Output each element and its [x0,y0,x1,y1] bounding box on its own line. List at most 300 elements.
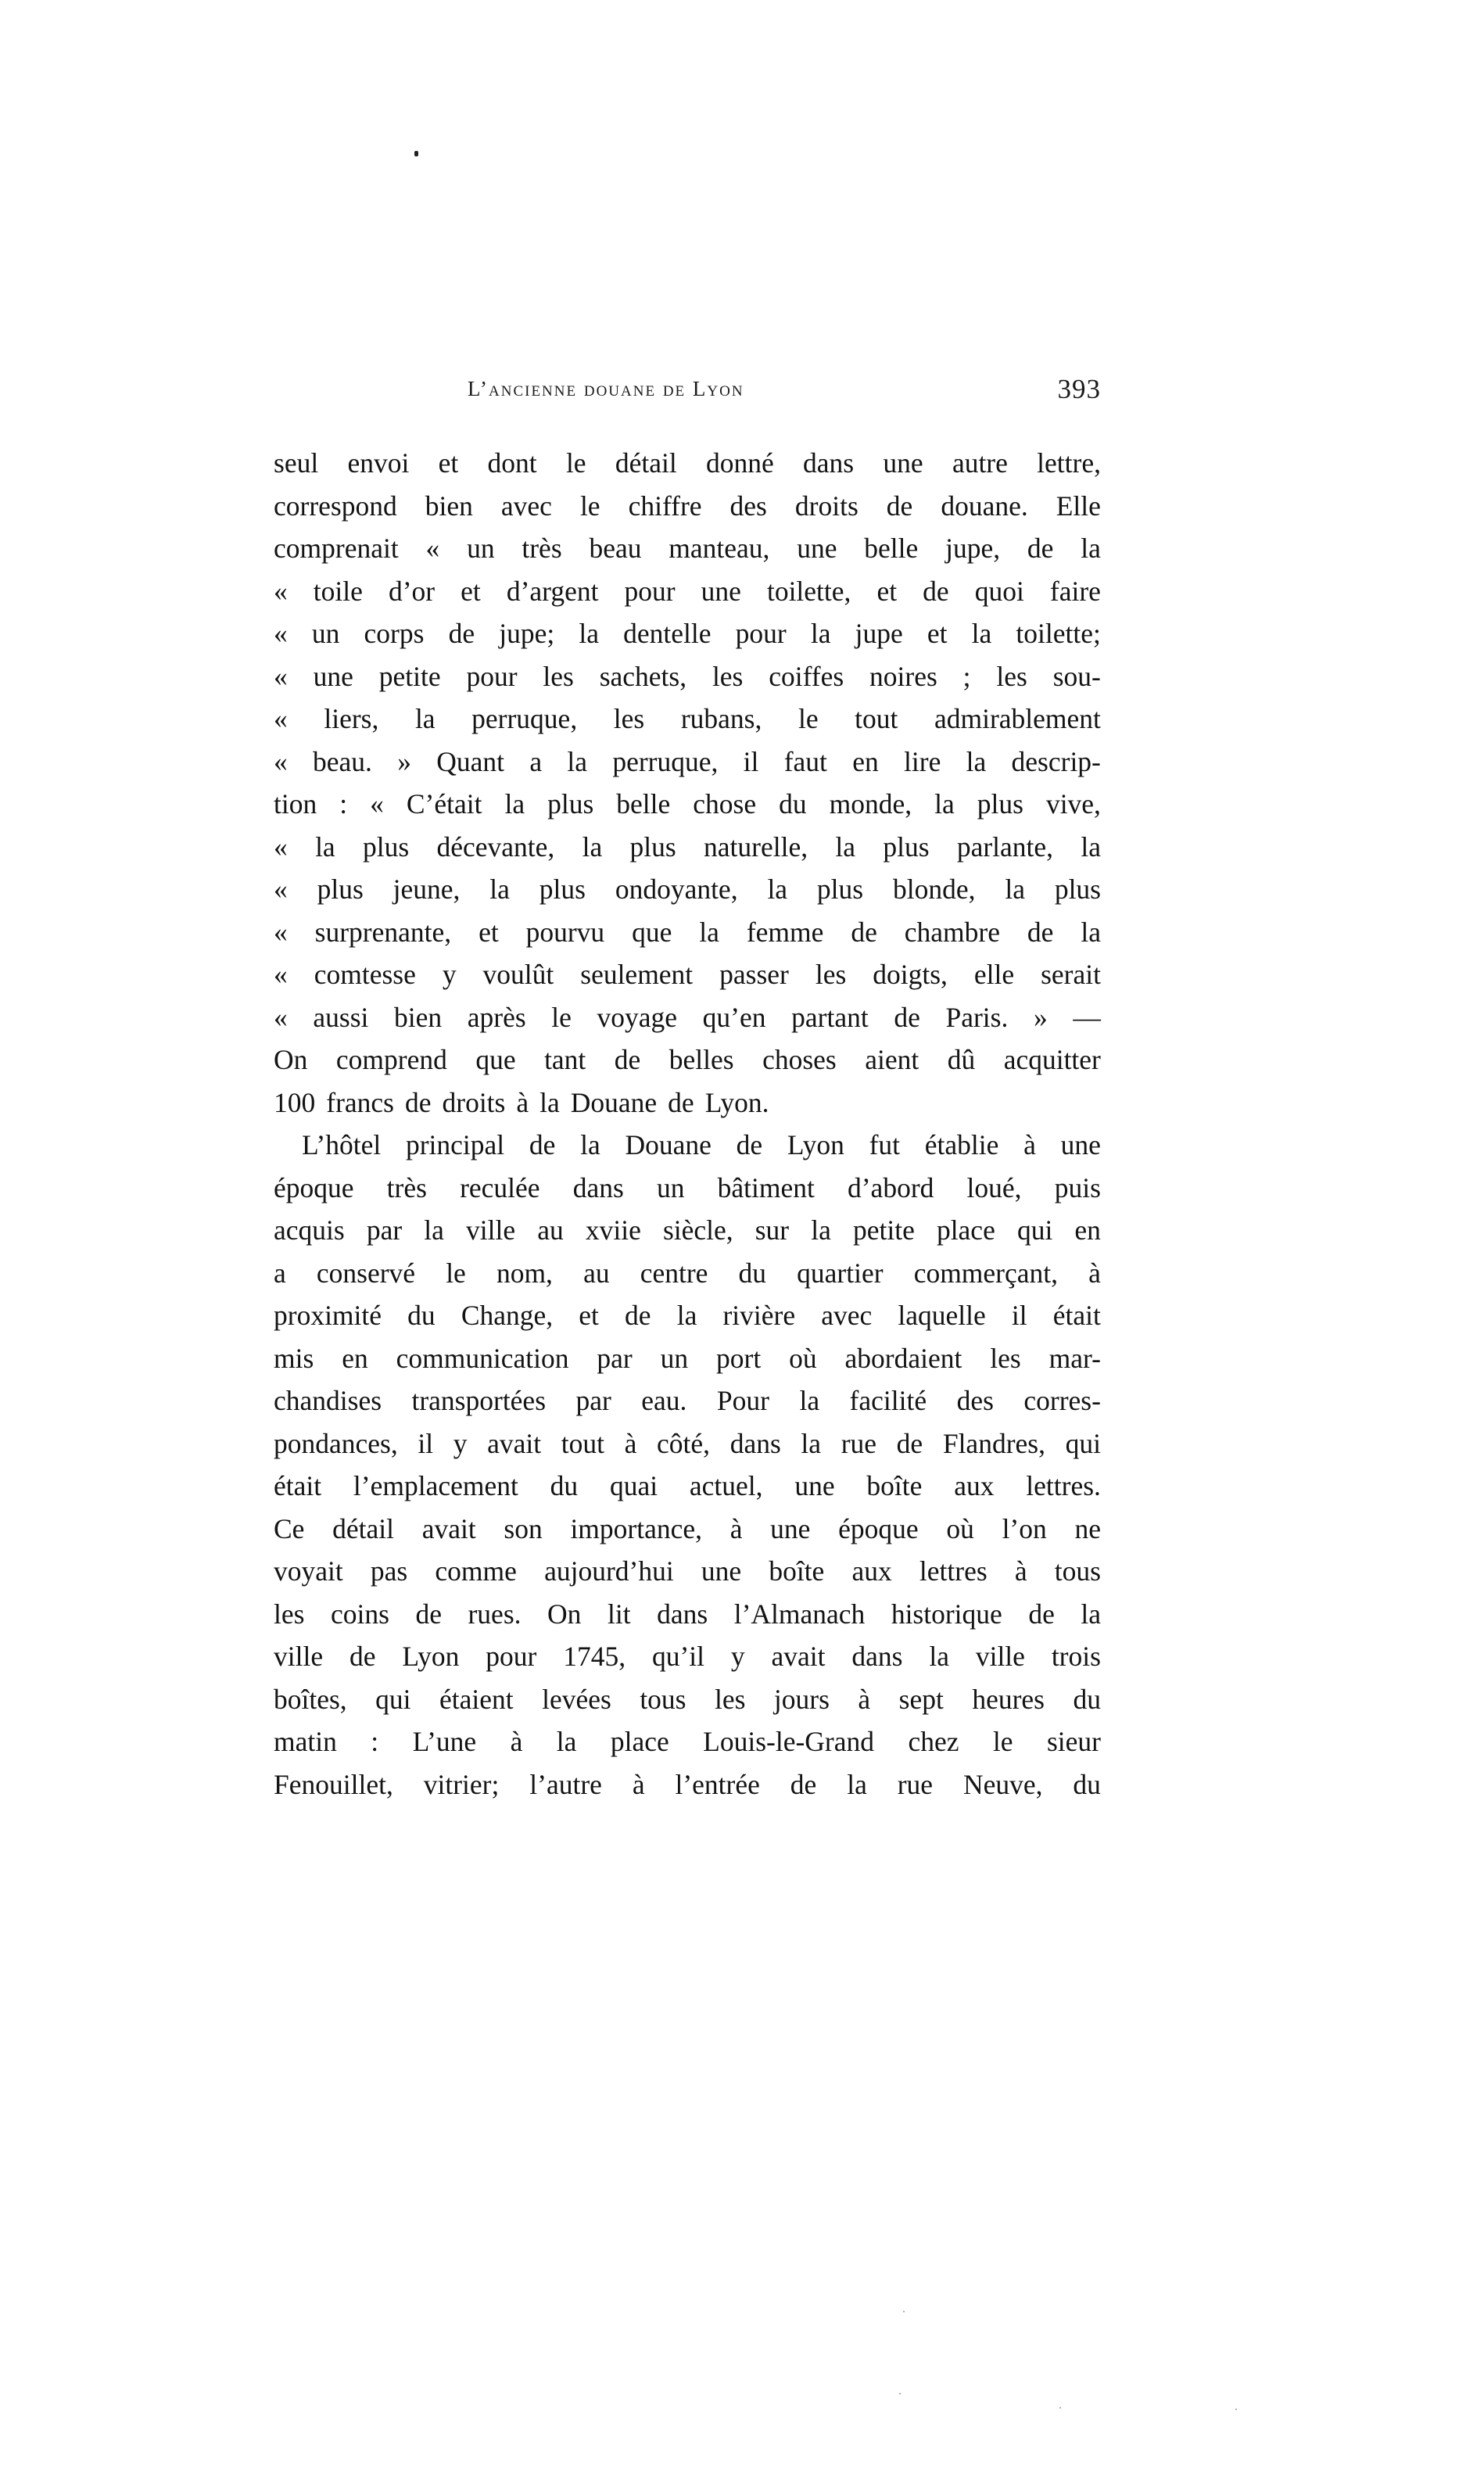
word: à [1014,1555,1027,1587]
word: vitrier; [423,1768,500,1800]
word: il [418,1427,434,1459]
text-line [274,485,1101,528]
word: place [610,1726,669,1757]
word: faut [783,745,827,777]
word: à [624,1427,637,1459]
word: tion [274,788,317,820]
word: siècle, [662,1214,733,1246]
text-line [274,1763,1101,1806]
word: sou- [1052,660,1101,692]
word: du [1073,1768,1101,1800]
word: rubans, [680,703,762,734]
word: comprenait [274,533,399,564]
text-line [274,1294,1101,1337]
word: Douane [625,1129,712,1160]
text-line [274,741,1101,784]
word: que [475,1044,516,1075]
paragraph-first-line [274,1124,1101,1167]
word: plus [363,830,410,863]
word: en [342,1342,368,1374]
word: correspond [274,490,397,522]
word: conservé [316,1257,416,1289]
word: le [798,703,819,734]
word: donné [705,447,774,479]
word: de [529,1129,556,1160]
word: loué, [966,1171,1022,1203]
word: la [799,1385,820,1416]
text-line [274,783,1101,826]
word: le [992,1726,1013,1757]
word: femme [746,916,824,948]
word: la [966,745,987,777]
word: le [551,1001,572,1033]
word: la [315,830,335,863]
word: qui [1016,1214,1053,1246]
word: plus [977,788,1023,820]
word: quoi [974,575,1024,607]
word: droits [794,490,858,522]
word: plus [547,788,594,820]
word: centre [640,1257,708,1289]
word: proximité [274,1300,382,1331]
word: de [790,1768,817,1800]
word: quai [609,1470,658,1501]
word: la [567,745,588,777]
word: ondoyante, [615,873,738,905]
word: ville [975,1641,1025,1672]
word: la [504,788,525,820]
word: chez [908,1726,959,1757]
word: jupe, [945,533,1001,564]
word: la [539,1086,560,1118]
word: fut [869,1129,901,1160]
word: la [811,1214,831,1246]
text-line [274,1550,1101,1593]
word: un [311,618,340,649]
word: droits [442,1086,506,1118]
word: la [929,1641,949,1672]
word: « [274,873,288,905]
word: jours [773,1683,830,1715]
word: le [565,447,586,479]
word: où [946,1512,974,1544]
word: à [510,1726,523,1757]
text-line [274,655,1101,698]
word: « [274,916,288,948]
running-title: L’ancienne douane de Lyon [468,377,744,400]
word: autre [952,447,1008,479]
word: voyage [597,1001,678,1033]
word: de [448,618,475,649]
word: il [1011,1300,1027,1331]
word: la [1081,1598,1101,1630]
word: dans [851,1641,903,1672]
text-line [274,868,1101,911]
word: y [442,959,457,990]
word: ville [466,1214,516,1246]
ink-speck [414,151,418,156]
word: son [504,1512,543,1544]
word: beau [589,533,642,564]
word: coins [330,1598,389,1630]
word: Paris. [945,1001,1009,1033]
word: port [716,1342,762,1374]
word: historique [891,1598,1002,1630]
word: jeune, [393,873,461,905]
word: » [1033,1001,1048,1033]
word: aussi [313,1001,369,1033]
word: toilette, [766,575,851,607]
word: pour [735,618,787,649]
text-line [274,1465,1101,1508]
word: petite [852,1214,915,1246]
word: surprenante, [314,916,452,948]
word: sept [898,1683,944,1715]
word: la [676,1300,697,1331]
word: puis [1054,1171,1101,1203]
word: d’argent [506,575,599,607]
word: plus [317,873,364,905]
word: et [876,575,898,607]
word: nom, [496,1257,553,1289]
word: On [547,1598,582,1630]
word: la [414,703,436,734]
word: la [835,830,856,863]
word: parlante, [956,830,1054,863]
word: plus [539,873,586,905]
word: bien [425,490,473,522]
word: de [851,916,877,948]
word: un [467,533,495,564]
word: On [274,1044,308,1075]
word: Fenouillet, [274,1768,393,1800]
word: du [738,1257,767,1289]
word: une [701,1555,742,1587]
word: rue [841,1427,877,1459]
word: la [424,1214,444,1246]
word: voyait [274,1555,343,1587]
word: décevante, [436,830,555,863]
word: de [894,1001,920,1033]
word: une [794,1470,835,1501]
word: dû [947,1044,976,1075]
word: jupe [855,618,903,649]
word: les [714,1683,746,1715]
word: chandises [274,1385,382,1416]
word: et [438,447,459,479]
word: vive, [1045,788,1101,820]
word: la [1081,533,1101,564]
word: tous [640,1683,686,1715]
word: tous [1054,1555,1101,1587]
word: serait [1041,959,1101,990]
word: « [425,533,440,564]
word: chambre [904,916,1000,948]
word: l’on [1002,1512,1047,1544]
word: de [1027,533,1054,564]
word: détail [615,447,677,479]
word: pour [486,1641,537,1672]
word: perruque, [612,745,719,777]
word: perruque, [471,703,578,734]
word: communication [396,1342,569,1374]
word: des [729,490,767,522]
word: de [349,1641,376,1672]
word: C’était [406,788,482,820]
word: pour [466,660,518,692]
word: corps [364,618,425,649]
word: de [614,1044,641,1075]
word: aux [954,1470,995,1501]
word: tant [544,1044,586,1075]
word: de [1028,1598,1055,1630]
word: que [632,916,672,948]
word: commerçant, [913,1257,1058,1289]
word: la [579,618,599,649]
ink-speck [1059,2407,1061,2409]
word: en [852,745,879,777]
word: une [313,660,353,692]
word: rue [897,1768,934,1800]
text-line [274,911,1101,954]
word: noires [869,660,937,692]
word: L’une [412,1726,477,1757]
word: de [896,1427,923,1459]
word: très [522,533,562,564]
word: L’hôtel [302,1129,382,1160]
word: avait [421,1512,476,1544]
word: belles [669,1044,734,1075]
word: au [583,1257,610,1289]
word: de [404,1086,432,1118]
word: et [461,575,481,607]
word: naturelle, [704,830,808,863]
word: place [936,1214,995,1246]
word: à [516,1086,529,1118]
word: boîtes, [274,1683,347,1715]
word: dans [657,1598,708,1630]
ink-speck [1235,2409,1237,2410]
word: mis [274,1342,314,1374]
word: Douane [570,1086,658,1118]
word: « [274,1001,288,1033]
word: un [660,1342,689,1374]
text-line [274,1720,1101,1763]
word: plus [629,830,676,863]
word: Quant [436,745,505,777]
text-line [274,442,1101,485]
word: où [789,1342,817,1374]
word: Pour [716,1385,769,1416]
text-line [274,1038,1101,1081]
text-line [274,1593,1101,1636]
text-line [274,527,1101,570]
running-header [274,368,1101,414]
word: acquitter [1003,1044,1101,1075]
word: : [371,1726,379,1757]
word: acquis [274,1214,345,1246]
word: heures [972,1683,1045,1715]
word: après [467,1001,526,1033]
word: partant [791,1001,869,1033]
word: l’emplacement [353,1470,518,1501]
word: l’entrée [675,1768,760,1800]
word: matin [274,1726,337,1757]
word: lettre, [1037,447,1101,479]
word: xviie [585,1214,641,1246]
word: l’Almanach [733,1598,866,1630]
word: à [729,1512,743,1544]
word: de [668,1086,694,1118]
word: plus [816,873,864,905]
word: laquelle [898,1300,986,1331]
word: Neuve, [962,1768,1043,1800]
word: les [712,660,744,692]
word: voulût [482,959,554,990]
text-line [274,1209,1101,1252]
word: des [956,1385,994,1416]
word: très [386,1171,427,1203]
word: et [579,1300,599,1331]
word: chose [693,788,757,820]
word: la [580,1129,600,1160]
word: une [701,575,741,607]
word: du [407,1300,436,1331]
word: lit [607,1598,631,1630]
word: principal [405,1129,505,1160]
text-line [274,1081,1101,1125]
word: sachets, [599,660,687,692]
word: de [625,1300,651,1331]
ink-speck [899,2393,901,2394]
text-line [274,1337,1101,1380]
word: « [274,830,288,863]
word: monde, [829,788,912,820]
word: étaient [439,1683,514,1715]
word: la [810,618,831,649]
word: Lyon [402,1641,460,1672]
word: a [274,1257,286,1289]
word: la [767,873,788,905]
word: dans [729,1427,781,1459]
word: le [579,490,600,522]
word: la [801,1427,822,1459]
word: pour [624,575,676,607]
word: un [656,1171,685,1203]
word: « [274,959,288,990]
word: : [339,788,348,820]
word: envoi [347,447,410,479]
word: « [274,745,288,777]
word: trois [1051,1641,1101,1672]
word: à [858,1683,871,1715]
word: beau. [313,745,372,777]
word: belle [616,788,671,820]
word: ne [1074,1512,1101,1544]
word: le [446,1257,466,1289]
word: aujourd’hui [544,1555,674,1587]
word: la [1081,916,1101,948]
word: ; [962,660,971,692]
word: boîte [866,1470,923,1501]
word: jupe; [499,618,555,649]
word: Lyon [787,1129,844,1160]
word: « [274,703,288,734]
word: à [1088,1257,1101,1289]
word: était [274,1470,322,1501]
word: comtesse [314,959,416,990]
word: dont [487,447,537,479]
word: transportées [411,1385,547,1416]
word: Change, [461,1300,554,1331]
word: manteau, [669,533,770,564]
word: la [556,1726,577,1757]
word: « [274,660,288,692]
word: la [1005,873,1025,905]
word: lettres [919,1555,988,1587]
word: une [883,447,923,479]
word: 100 [274,1086,316,1118]
word: qui [1065,1427,1101,1459]
word: les [815,959,847,990]
word: dentelle [623,618,712,649]
word: à [632,1768,645,1800]
word: actuel, [689,1470,763,1501]
word: époque [274,1171,354,1203]
word: rivière [722,1300,796,1331]
word: Flandres, [942,1427,1045,1459]
word: par [366,1214,403,1246]
word: lire [904,745,941,777]
word: « [274,618,288,649]
word: coiffes [769,660,844,692]
ink-speck [903,2311,905,2312]
word: une [797,533,837,564]
word: les [543,660,574,692]
word: blonde, [892,873,976,905]
word: qui [375,1683,411,1715]
word: sieur [1046,1726,1101,1757]
word: seul [274,447,319,479]
word: qu’en [702,1001,766,1033]
word: seulement [580,959,694,990]
word: reculée [460,1171,540,1203]
word: quartier [797,1257,884,1289]
word: y [453,1427,468,1459]
word: « [370,788,384,820]
text-line [274,953,1101,996]
word: avec [821,1300,873,1331]
word: aux [851,1555,892,1587]
word: une [1060,1129,1101,1160]
word: doigts, [873,959,948,990]
text-line [274,698,1101,741]
word: de [415,1598,442,1630]
word: boîte [769,1555,825,1587]
word: du [779,788,807,820]
word: douane. [941,490,1028,522]
word: il [743,745,759,777]
word: corres- [1023,1385,1101,1416]
word: les [613,703,645,734]
word: par [575,1385,611,1416]
text-line [274,1422,1101,1465]
word: Louis-le-Grand [703,1726,874,1757]
word: établie [924,1129,999,1160]
word: « [274,575,288,607]
word: bâtiment [717,1171,815,1203]
word: l’autre [529,1768,602,1800]
